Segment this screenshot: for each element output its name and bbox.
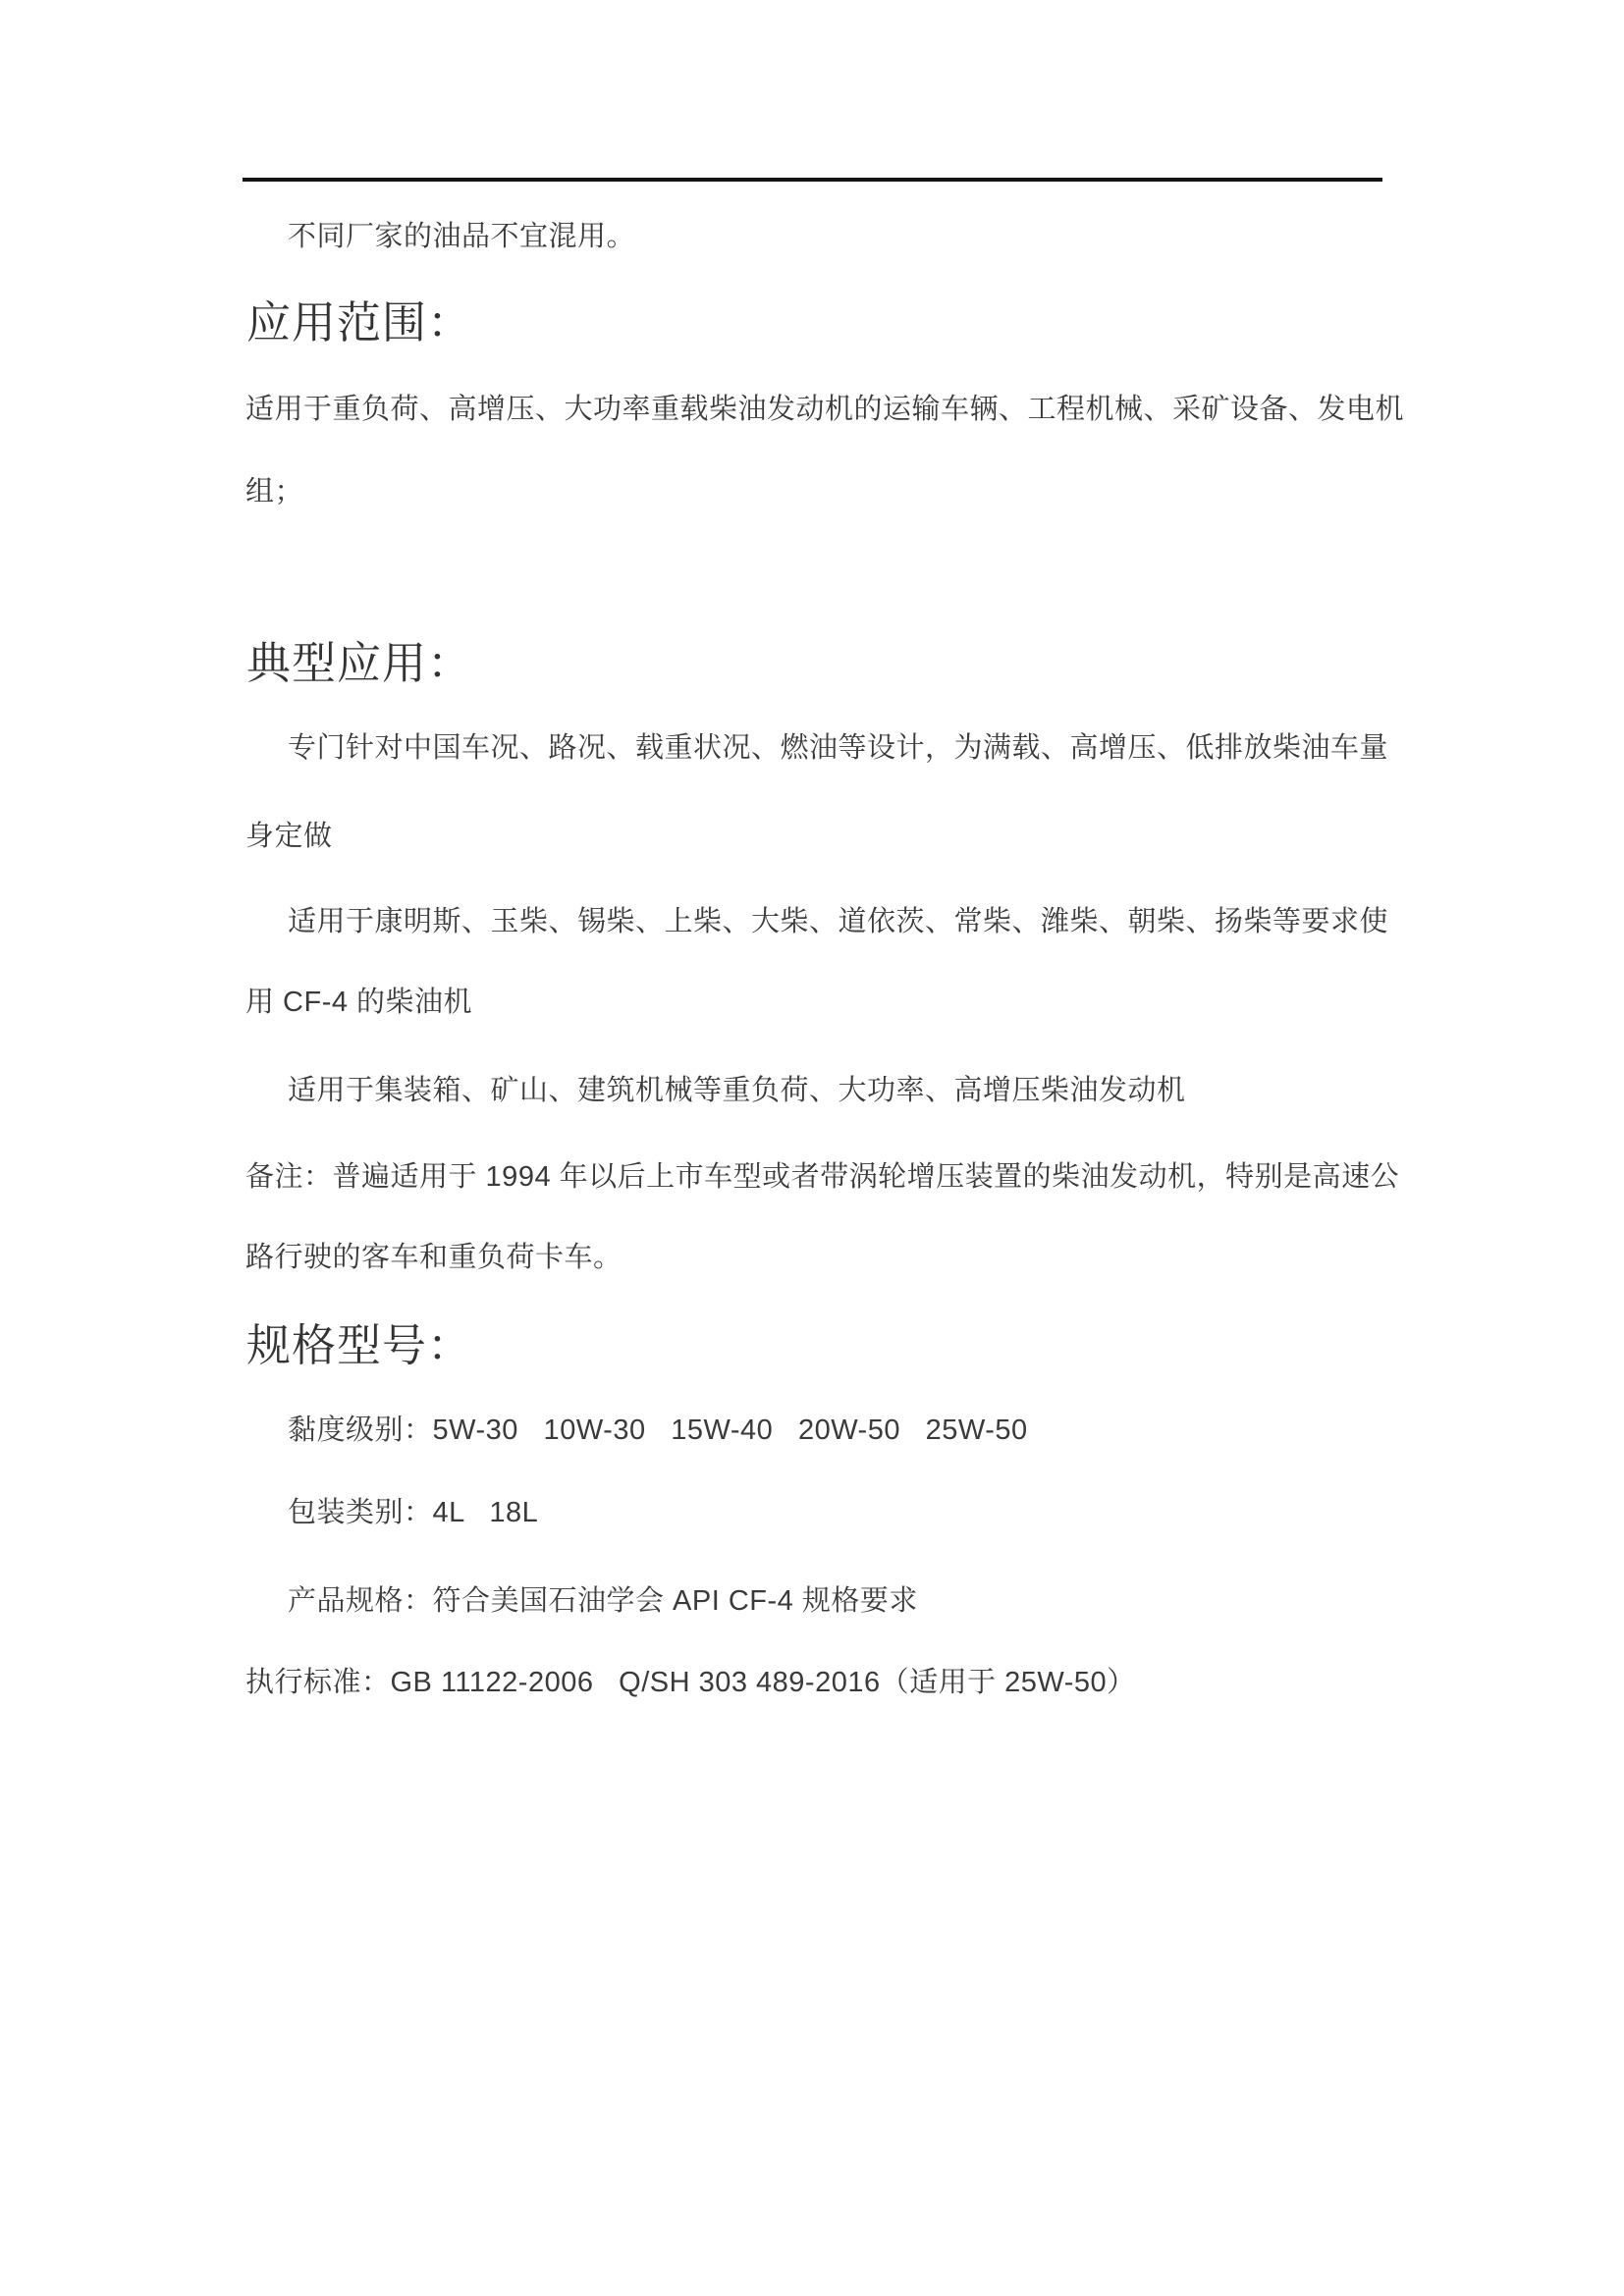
- remark-line2: 路行驶的客车和重负荷卡车。: [245, 1242, 623, 1273]
- typical-application-p2-line1: 适用于康明斯、玉柴、锡柴、上柴、大柴、道依茨、常柴、潍柴、朝柴、扬柴等要求使: [288, 906, 1389, 937]
- application-scope-line1: 适用于重负荷、高增压、大功率重载柴油发动机的运输车辆、工程机械、采矿设备、发电机: [245, 394, 1405, 425]
- heading-application-scope: 应用范围：: [246, 297, 473, 347]
- intro-line: 不同厂家的油品不宜混用。: [288, 221, 636, 252]
- remark-line1: 备注：普遍适用于 1994 年以后上市车型或者带涡轮增压装置的柴油发动机，特别是高速公: [245, 1161, 1400, 1193]
- typical-application-p1-line1: 专门针对中国车况、路况、载重状况、燃油等设计，为满载、高增压、低排放柴油车量: [288, 732, 1389, 764]
- heading-typical-application: 典型应用：: [246, 638, 473, 688]
- heading-spec-model: 规格型号：: [246, 1320, 473, 1370]
- typical-application-p2-line2: 用 CF-4 的柴油机: [245, 987, 473, 1018]
- standard-line: 执行标准：GB 11122-2006 Q/SH 303 489-2016（适用于 25W-50）: [245, 1667, 1136, 1698]
- typical-application-p3-line1: 适用于集装箱、矿山、建筑机械等重负荷、大功率、高增压柴油发动机: [288, 1075, 1186, 1106]
- product-spec-line: 产品规格：符合美国石油学会 API CF-4 规格要求: [288, 1585, 918, 1617]
- typical-application-p1-line2: 身定做: [245, 821, 333, 852]
- horizontal-rule: [243, 178, 1382, 182]
- packaging-type-line: 包装类别：4L 18L: [288, 1497, 539, 1528]
- viscosity-grade-line: 黏度级别：5W-30 10W-30 15W-40 20W-50 25W-50: [288, 1415, 1028, 1446]
- application-scope-line2: 组；: [245, 476, 304, 507]
